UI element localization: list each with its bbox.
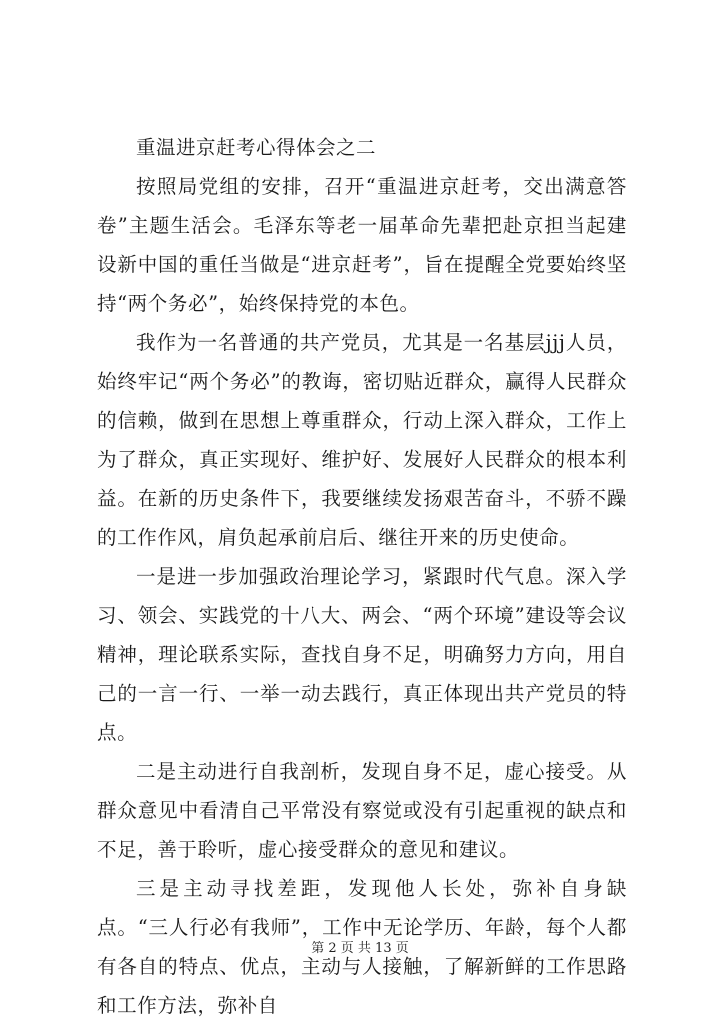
page-number-footer: 第 2 页 共 13 页 (311, 941, 409, 956)
paragraph-3: 一是进一步加强政治理论学习，紧跟时代气息。深入学习、领会、实践党的十八大、两会、“两个环境”建设等会议精神，理论联系实际，查找自身不足，明确努力方向，用自己的一言一行、一举一动去践行，真正体现出共产党员的特点。 (97, 565, 627, 744)
document-body (97, 128, 627, 1025)
paragraph-2: 我作为一名普通的共产党员，尤其是一名基层jjj人员，始终牢记“两个务必”的教诲，密切贴近群众，赢得人民群众的信赖，做到在思想上尊重群众，行动上深入群众，工作上为了群众，真正实现好、维护好、发展好人民群众的根本利益。在新的历史条件下，我要继续发扬艰苦奋斗，不骄不躁的工作作风，肩负起承前启后、继往开来的历史使命。 (97, 331, 627, 549)
paragraph-1: 按照局党组的安排，召开“重温进京赶考，交出满意答卷”主题生活会。毛泽东等老一届革命先辈把赴京担当起建设新中国的重任当做是“进京赶考”，旨在提醒全党要始终坚持“两个务必”，始终保持党的本色。 (97, 175, 627, 315)
document-title: 重温进京赶考心得体会之二 (136, 136, 377, 159)
paragraph-4: 二是主动进行自我剖析，发现自身不足，虚心接受。从群众意见中看清自己平常没有察觉或没有引起重视的缺点和不足，善于聆听，虚心接受群众的意见和建议。 (97, 760, 627, 861)
paragraph-5: 三是主动寻找差距，发现他人长处，弥补自身缺点。“三人行必有我师”，工作中无论学历、年龄，每个人都有各自的特点、优点，主动与人接触，了解新鲜的工作思路和工作方法，弥补自 (97, 877, 627, 1017)
